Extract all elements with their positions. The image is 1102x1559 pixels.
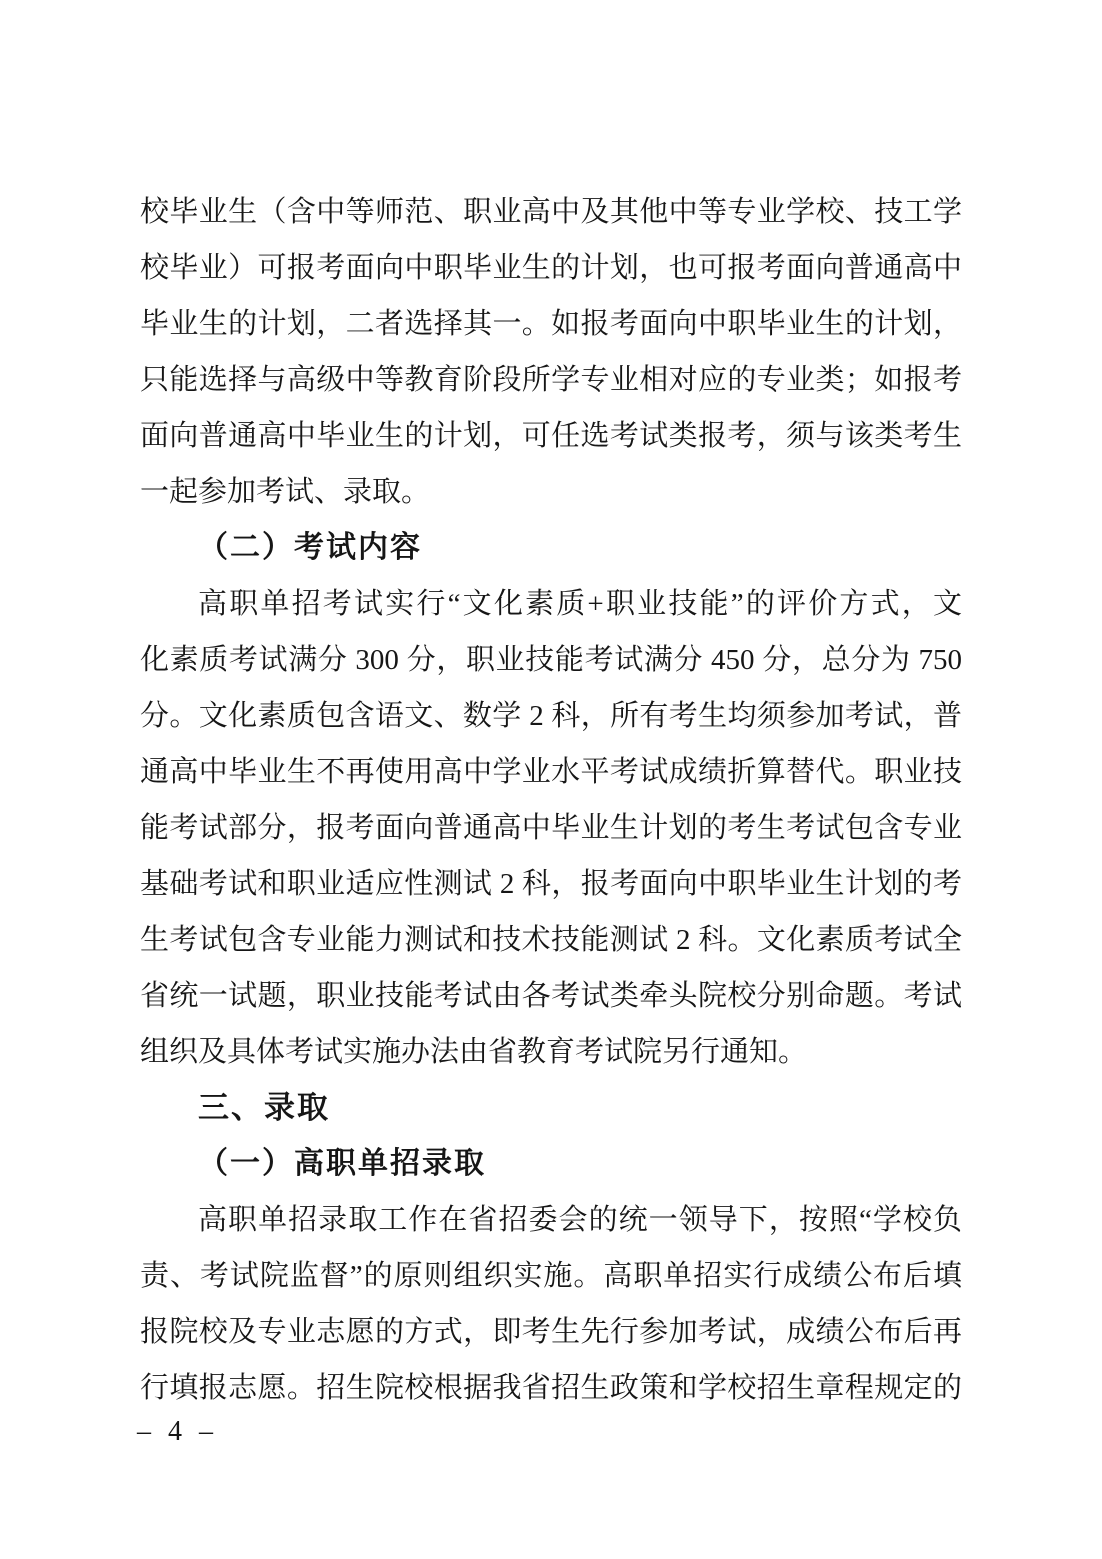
paragraph-exam-line: 化素质考试满分 300 分，职业技能考试满分 450 分，总分为 750 [140,644,962,676]
paragraph-admission-line: 责、考试院监督”的原则组织实施。高职单招实行成绩公布后填 [140,1260,962,1292]
paragraph-exam-line: 高职单招考试实行“文化素质+职业技能”的评价方式，文 [198,588,962,620]
paragraph-admission-line: 报院校及专业志愿的方式，即考生先行参加考试，成绩公布后再 [140,1316,962,1348]
paragraph-continued-line: 毕业生的计划，二者选择其一。如报考面向中职毕业生的计划， [140,308,962,340]
paragraph-continued-line: 面向普通高中毕业生的计划，可任选考试类报考，须与该类考生 [140,420,962,452]
page-number: – 4 – [137,1416,218,1447]
paragraph-exam-line: 生考试包含专业能力测试和技术技能测试 2 科。文化素质考试全 [140,924,962,956]
paragraph-exam-line: 基础考试和职业适应性测试 2 科，报考面向中职毕业生计划的考 [140,868,962,900]
paragraph-exam-line: 通高中毕业生不再使用高中学业水平考试成绩折算替代。职业技 [140,756,962,788]
subheading-admission-recruit: （一）高职单招录取 [198,1147,486,1180]
paragraph-continued-line: 校毕业生（含中等师范、职业高中及其他中等专业学校、技工学 [140,196,962,228]
paragraph-continued-line: 只能选择与高级中等教育阶段所学专业相对应的专业类；如报考 [140,364,962,396]
paragraph-continued-line: 校毕业）可报考面向中职毕业生的计划，也可报考面向普通高中 [140,252,962,284]
paragraph-exam-line: 能考试部分，报考面向普通高中毕业生计划的考生考试包含专业 [140,812,962,844]
paragraph-exam-line: 省统一试题，职业技能考试由各考试类牵头院校分别命题。考试 [140,980,962,1012]
paragraph-admission-line: 高职单招录取工作在省招委会的统一领导下，按照“学校负 [198,1204,962,1236]
paragraph-exam-line: 分。文化素质包含语文、数学 2 科，所有考生均须参加考试，普 [140,700,962,732]
paragraph-continued-line: 一起参加考试、录取。 [140,476,431,508]
paragraph-exam-line: 组织及具体考试实施办法由省教育考试院另行通知。 [140,1036,808,1068]
subheading-exam-content: （二）考试内容 [198,531,422,564]
document-text-block [140,184,962,1416]
section-heading-admission: 三、录取 [198,1090,330,1125]
paragraph-admission-line: 行填报志愿。招生院校根据我省招生政策和学校招生章程规定的 [140,1372,962,1404]
